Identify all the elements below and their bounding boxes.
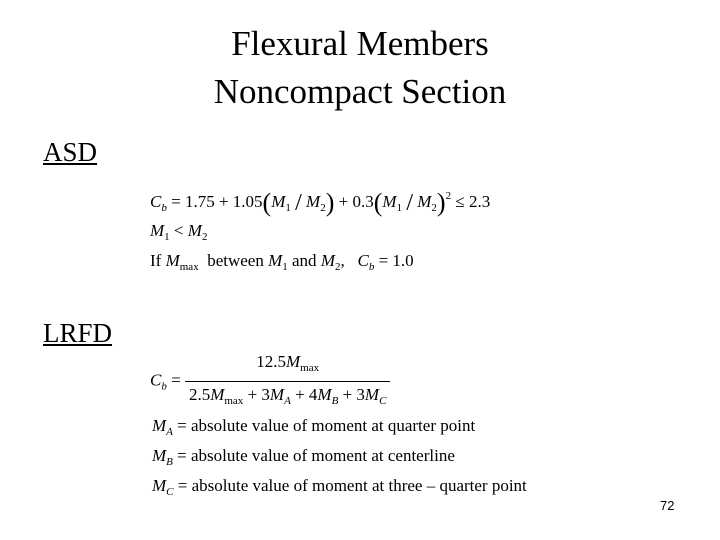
definition-mc: $M_C$ = absolute value of moment at three – quarter point [152,476,527,498]
asd-mmax-condition: If $M_{max}$ between $M_1$ and $M_2$, $C_b = 1.0$ [150,251,414,273]
asd-heading: ASD [43,137,98,167]
asd-cb-equation: $C_b = 1.75 + 1.05(M_1 / M_2) + 0.3(M_1 / M_2)^2 \le 2.3$ [150,188,491,217]
fraction-denominator: $2.5M_{max} + 3M_A + 4M_B + 3M_C$ [185,381,390,411]
lrfd-cb-formula: $C_b$ = $\frac{12.5M_{max}}{2.5M_{max} + 3M_A + 4M_B + 3M_C}$ [150,352,390,411]
definition-ma: $M_A$ = absolute value of moment at quarter point [152,416,476,438]
definition-mb: $M_B$ = absolute value of moment at centerline [152,446,455,468]
slide-title-line-1: Flexural Members [231,24,489,63]
asd-moment-condition: $M_1 < M_2$ [150,221,208,243]
lrfd-heading: LRFD [43,318,113,348]
lrfd-cb-fraction [185,352,390,411]
slide-title-line-2: Noncompact Section [213,72,507,111]
page-number: 72 [660,498,675,513]
fraction-numerator: $12.5M_{max}$ [256,352,320,374]
